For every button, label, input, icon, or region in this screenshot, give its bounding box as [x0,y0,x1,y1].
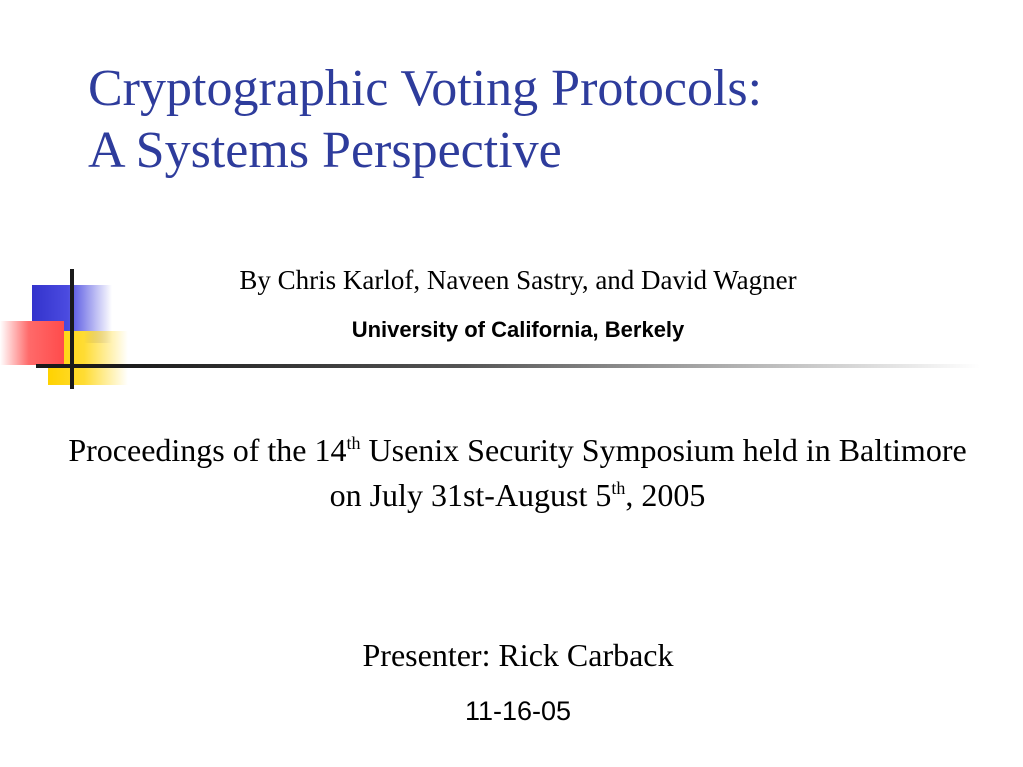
ordinal-suffix-1: th [346,433,361,453]
divider-rule [120,364,980,368]
presentation-date: 11-16-05 [464,696,572,726]
authors-line: By Chris Karlof, Naveen Sastry, and David Wagner [239,265,797,295]
proceedings-part-1: Proceedings of the 14 [68,432,347,468]
ordinal-suffix-2: th [611,478,626,498]
slide-title [88,58,762,182]
proceedings-part-2: Usenix Security Symposium held in Baltimore on July 31st-August 5 [329,432,967,513]
university-line: University of California, Berkely [351,317,685,342]
proceedings-text [60,428,975,518]
presenter-line: Presenter: Rick Carback [362,637,674,673]
proceedings-part-3: , 2005 [625,477,706,513]
title-line-2: A Systems Perspective [88,122,562,179]
title-line-1: Cryptographic Voting Protocols: [88,60,763,117]
